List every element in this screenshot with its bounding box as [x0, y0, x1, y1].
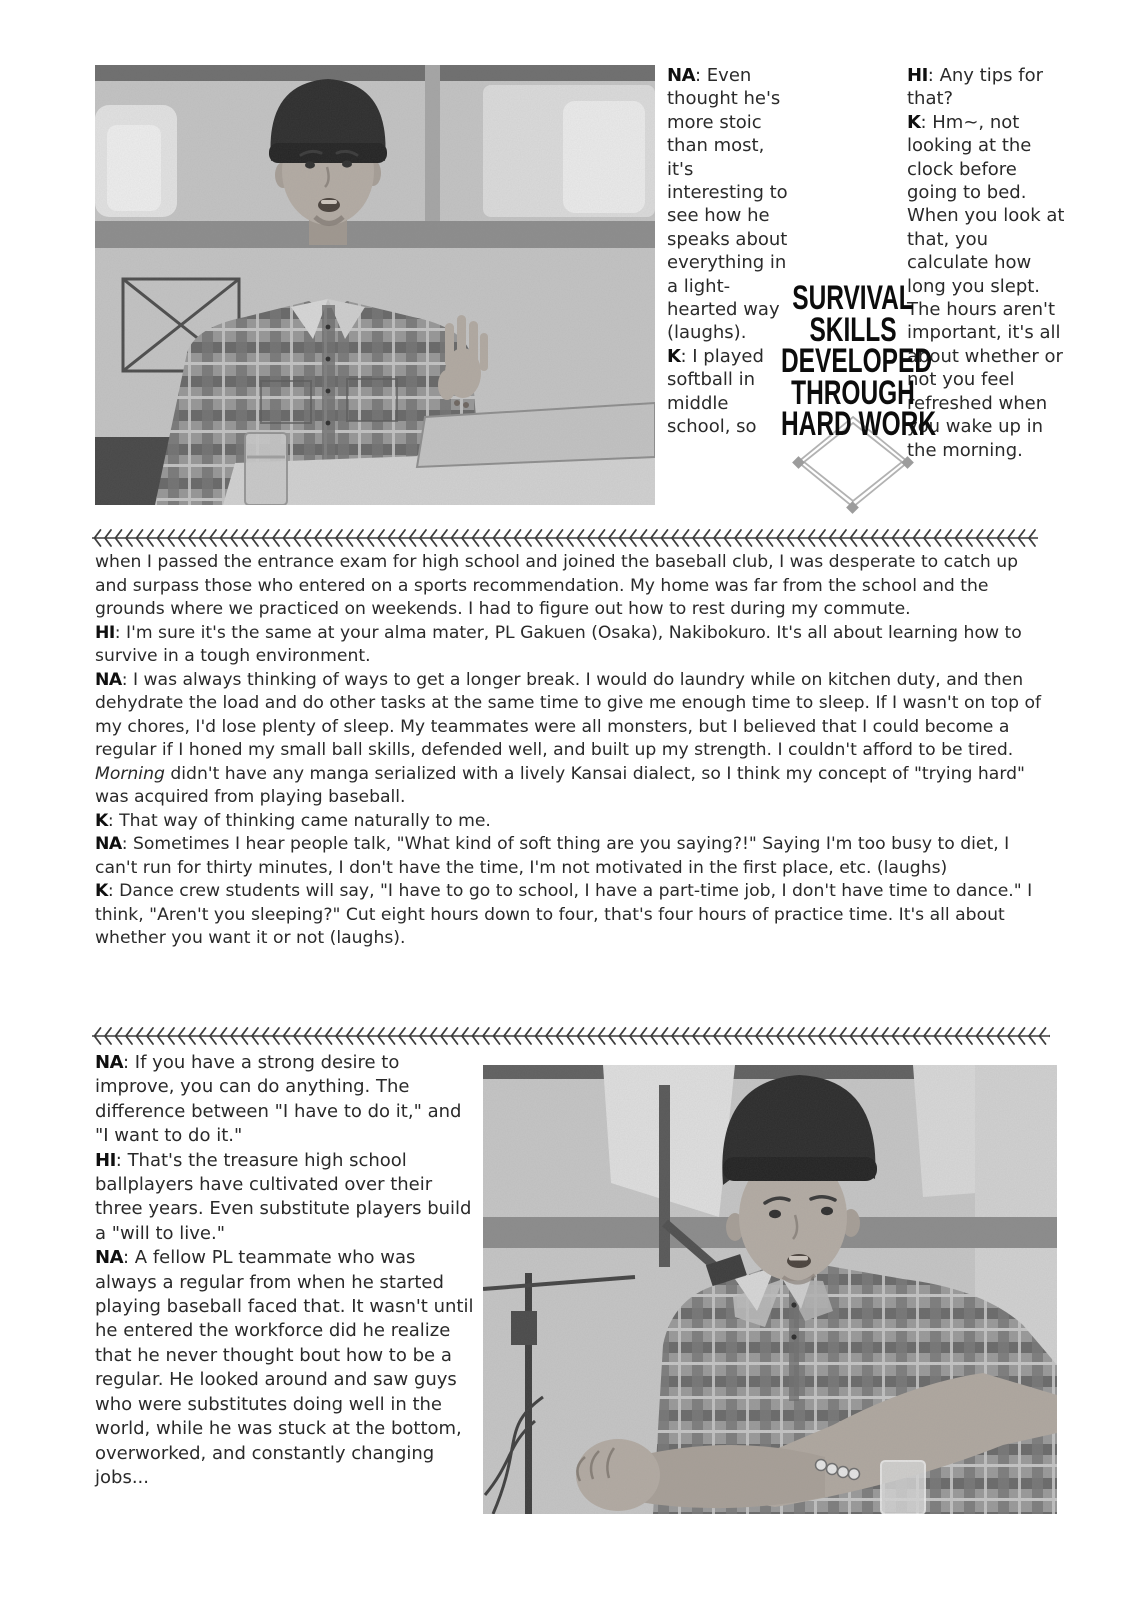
- speaker-label: K: [667, 345, 681, 367]
- dialogue-paragraph: HI: Any tips for that?: [907, 65, 1043, 110]
- headline-line: SKILLS: [809, 310, 897, 349]
- stitch-divider-bottom: [92, 1025, 1050, 1047]
- speaker-label: NA: [95, 1247, 123, 1269]
- speaker-label: HI: [907, 65, 928, 86]
- dialogue-paragraph: HI: That's the treasure high school ballplayers have cultivated over their three years. Even substitute players build a "will to live.": [95, 1149, 472, 1244]
- headline: [753, 279, 953, 443]
- speaker-label: NA: [95, 834, 122, 854]
- speaker-label: HI: [95, 1149, 116, 1171]
- dialogue-paragraph: when I passed the entrance exam for high school and joined the baseball club, I was desperate to catch up and surpass those who entered on a sports recommendation. My home was far from the school and the grounds where we practiced on weekends. I had to figure out how to rest during my commute.: [95, 552, 1018, 619]
- dialogue-paragraph: NA: Sometimes I hear people talk, "What kind of soft thing are you saying?!" Saying I'm too busy to diet, I can't run for thirty minutes, I don't have the time, I'm not motivated in the first place, etc. (laughs): [95, 834, 1010, 878]
- speaker-label: HI: [95, 622, 115, 643]
- dialogue-paragraph: K: I played softball in middle school, so: [667, 345, 764, 438]
- dialogue-paragraph: HI: I'm sure it's the same at your alma mater, PL Gakuen (Osaka), Nakibokuro. It's all about learning how to survive in a tough environment.: [95, 622, 1022, 666]
- dialogue-paragraph: K: Hm~, not looking at the clock before going to bed. When you look at that, you calculate how long you slept. The hours aren't important, it's all about whether or not you feel refreshed when you wake up in the morning.: [907, 111, 1065, 461]
- dialogue-paragraph: NA: If you have a strong desire to improve, you can do anything. The difference between "I have to do it," and "I want to do it.": [95, 1052, 462, 1147]
- top-photo: [95, 65, 655, 505]
- speaker-label: NA: [95, 1052, 123, 1073]
- speaker-label: NA: [95, 669, 122, 690]
- main-interview-text: [95, 551, 1043, 951]
- speaker-label: K: [95, 810, 108, 831]
- dialogue-paragraph: NA: I was always thinking of ways to get a longer break. I would do laundry while on kitchen duty, and then dehydrate the load and do other tasks at the same time to give me enough time to sleep. If I wasn't on top of my chores, I'd lose plenty of sleep. My teammates were all monsters, but I believed that I could become a regular if I honed my small ball skills, defended well, and built up my strength. I couldn't afford to be tired. Morning didn't have any manga serialized with a lively Kansai dialect, so I think my concept of "trying hard" was acquired from playing baseball.: [95, 669, 1042, 807]
- dialogue-paragraph: NA: A fellow PL teammate who was always a regular from when he started playing baseball faced that. It wasn't until he entered the workforce did he realize that he never thought bout how to be a regular. He looked around and saw guys who were substitutes doing well in the world, while he was stuck at the bottom, overworked, and constantly changing jobs...: [95, 1247, 474, 1488]
- headline-line: HARD WORK: [781, 405, 937, 443]
- bottom-left-dialogue-column: [95, 1051, 475, 1490]
- speaker-label: K: [907, 111, 921, 133]
- headline-line: DEVELOPED: [781, 342, 932, 380]
- speaker-label: NA: [667, 65, 695, 86]
- dialogue-paragraph: K: That way of thinking came naturally to me.: [95, 810, 491, 831]
- dialogue-paragraph: NA: Even thought he's more stoic than most, it's interesting to see how he speaks about everything in a light-hearted way (laughs).: [667, 65, 788, 344]
- speaker-label: K: [95, 881, 108, 901]
- bottom-photo: [483, 1065, 1057, 1514]
- stitch-divider-top: [92, 527, 1038, 549]
- dialogue-paragraph: K: Dance crew students will say, "I have to go to school, I have a part-time job, I don't have time to dance." I think, "Aren't you sleeping?" Cut eight hours down to four, that's four hours of practice time. It's all about whether you want it or not (laughs).: [95, 881, 1033, 948]
- headline-line: THROUGH: [791, 373, 915, 412]
- headline-line: SURVIVAL: [792, 279, 914, 317]
